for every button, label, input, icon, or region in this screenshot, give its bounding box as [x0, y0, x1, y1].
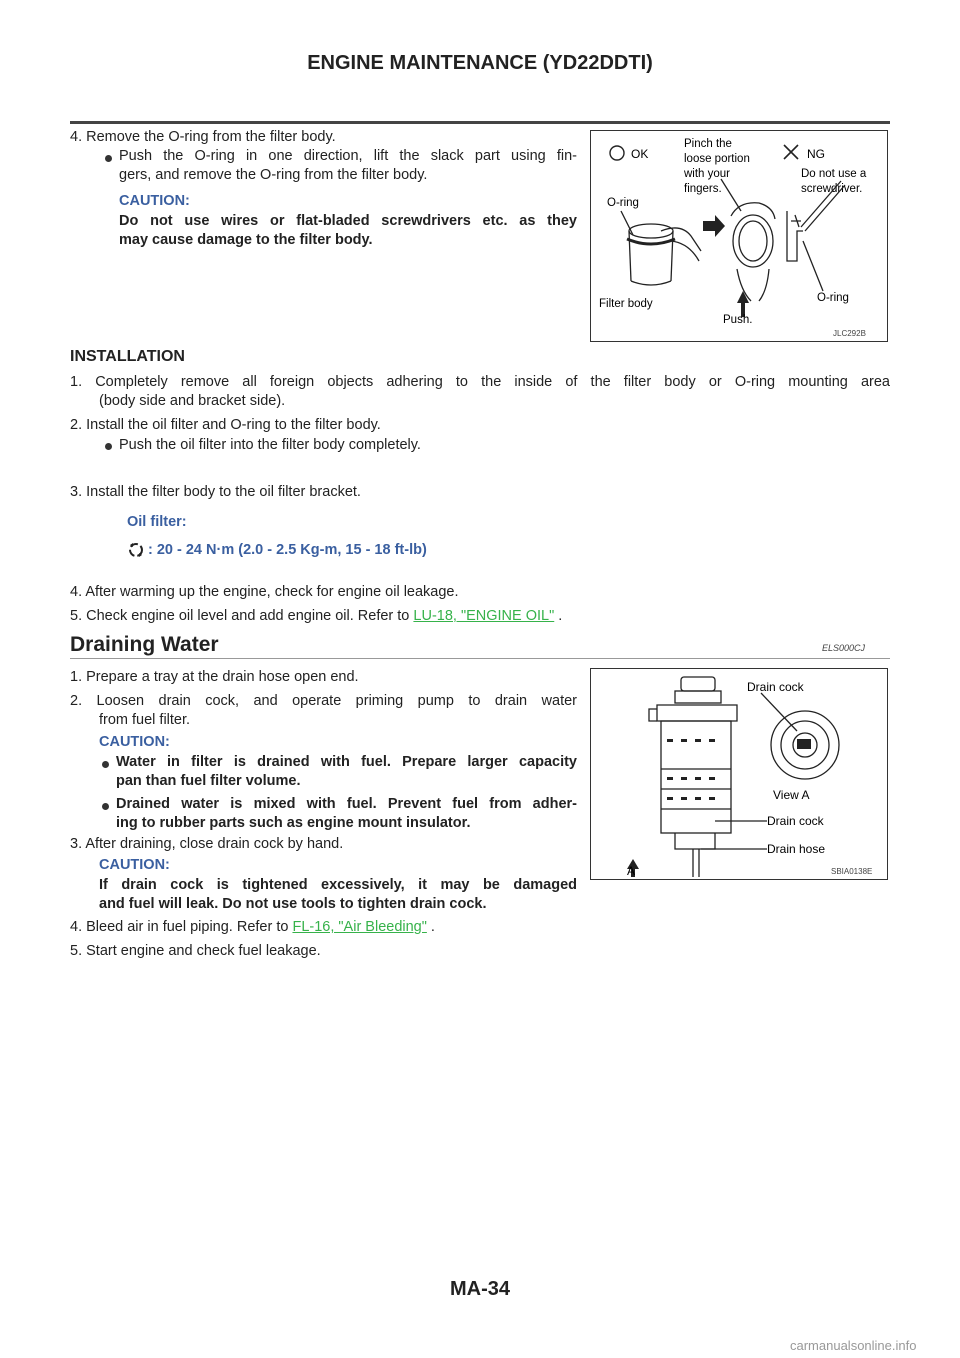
installation-heading: INSTALLATION — [70, 348, 185, 365]
svg-text:Drain cock: Drain cock — [747, 680, 804, 694]
svg-text:SBIA0138E: SBIA0138E — [831, 867, 873, 876]
bullet-text: Push the O-ring in one direction, lift the slack part using fin- — [119, 148, 577, 164]
watermark[interactable]: carmanualsonline.info — [790, 1338, 917, 1353]
svg-text:Push.: Push. — [723, 314, 753, 326]
svg-text:with your: with your — [684, 168, 731, 180]
svg-text:Filter body: Filter body — [599, 298, 653, 310]
torque-label: Oil filter: — [127, 514, 187, 530]
install-step-1: 1. Completely remove all foreign objects adhering to the inside of the filter body or O-ring mounting area — [70, 374, 890, 390]
svg-text:OK: OK — [631, 147, 649, 161]
install-step-3: 3. Install the filter body to the oil filter bracket. — [70, 484, 361, 500]
svg-text:Drain cock: Drain cock — [767, 814, 824, 828]
torque-value: : 20 - 24 N·m (2.0 - 2.5 Kg-m, 15 - 18 ft-lb) — [148, 542, 427, 558]
svg-text:O-ring: O-ring — [607, 197, 639, 209]
svg-text:JLC292B: JLC292B — [833, 329, 866, 338]
bullet-dot-icon — [102, 755, 109, 773]
bullet-text: gers, and remove the O-ring from the filter body. — [119, 167, 428, 183]
svg-text:fingers.: fingers. — [684, 183, 722, 195]
svg-text:loose portion: loose portion — [684, 153, 750, 165]
caution-text: pan than fuel filter volume. — [116, 773, 301, 789]
engine-oil-link[interactable]: LU-18, "ENGINE OIL" — [413, 608, 555, 624]
caution-text: and fuel will leak. Do not use tools to tighten drain cock. — [99, 896, 487, 912]
caution-label: CAUTION: — [99, 857, 170, 873]
draining-water-heading: Draining Water — [70, 633, 219, 656]
step-5-text: 5. Check engine oil level and add engine oil. Refer to — [70, 608, 414, 624]
figure-drain-cock — [590, 668, 888, 880]
drain-step-5: 5. Start engine and check fuel leakage. — [70, 943, 321, 959]
page-number: MA-34 — [449, 1278, 510, 1300]
section-rule — [70, 658, 890, 659]
svg-text:O-ring: O-ring — [817, 292, 849, 304]
install-step-5 — [70, 607, 562, 626]
step-4-text: 4. Bleed air in fuel piping. Refer to — [70, 919, 293, 935]
svg-text:screwdriver.: screwdriver. — [801, 183, 863, 195]
drain-step-4 — [70, 918, 435, 937]
caution-label: CAUTION: — [119, 193, 190, 209]
svg-text:Pinch the: Pinch the — [684, 138, 732, 150]
caution-label: CAUTION: — [99, 734, 170, 750]
page-title: ENGINE MAINTENANCE (YD22DDTI) — [307, 52, 653, 74]
ng-cross-icon — [784, 145, 798, 159]
install-step-4: 4. After warming up the engine, check for engine oil leakage. — [70, 584, 459, 600]
drain-step-2-cont: from fuel filter. — [99, 712, 191, 728]
caution-text: may cause damage to the filter body. — [119, 232, 373, 248]
drain-step-3: 3. After draining, close drain cock by hand. — [70, 836, 344, 852]
header-rule — [70, 121, 890, 124]
drain-step-1: 1. Prepare a tray at the drain hose open end. — [70, 669, 359, 685]
section-code: ELS000CJ — [822, 643, 866, 653]
bullet-dot-icon — [105, 148, 112, 167]
step-4-suffix: . — [426, 919, 435, 935]
torque-wrench-icon — [127, 541, 145, 564]
bullet-dot-icon — [102, 797, 109, 815]
svg-text:A: A — [627, 864, 636, 878]
caution-text: If drain cock is tightened excessively, it may be damaged — [99, 877, 577, 893]
air-bleeding-link[interactable]: FL-16, "Air Bleeding" — [292, 919, 427, 935]
drain-step-2: 2. Loosen drain cock, and operate priming pump to drain water — [70, 693, 577, 709]
svg-text:Drain hose: Drain hose — [767, 842, 826, 856]
install-step-2: 2. Install the oil filter and O-ring to the filter body. — [70, 417, 381, 433]
caution-text: ing to rubber parts such as engine mount insulator. — [116, 815, 471, 831]
install-bullet: Push the oil filter into the filter body completely. — [119, 437, 421, 453]
step-5-suffix: . — [554, 608, 563, 624]
caution-text: Drained water is mixed with fuel. Prevent fuel from adher- — [116, 796, 577, 812]
svg-text:NG: NG — [807, 147, 825, 161]
figure-oring-removal — [590, 130, 888, 342]
install-step-1-cont: (body side and bracket side). — [99, 393, 286, 409]
bullet-dot-icon — [105, 436, 112, 455]
ok-circle-icon — [610, 146, 624, 160]
caution-text: Water in filter is drained with fuel. Prepare larger capacity — [116, 754, 577, 770]
step-4: 4. Remove the O-ring from the filter body. — [70, 129, 336, 145]
svg-text:Do not use a: Do not use a — [801, 168, 867, 180]
svg-text:View A: View A — [773, 788, 810, 802]
caution-text: Do not use wires or flat-bladed screwdrivers etc. as they — [119, 213, 577, 229]
